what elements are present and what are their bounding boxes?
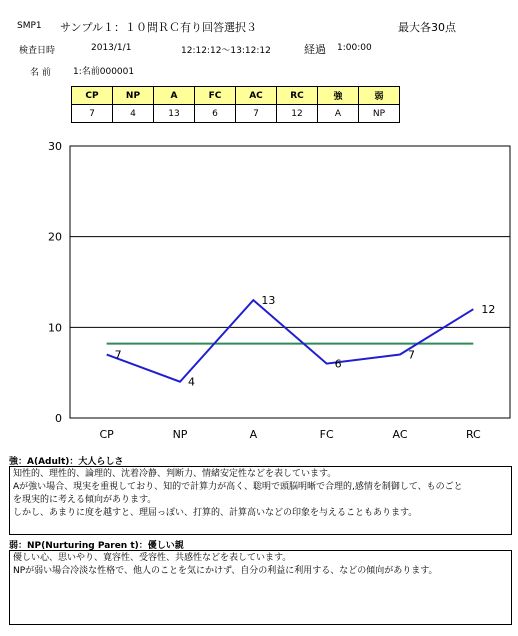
strong-description-line: Aが強い場合、現実を重視しており、知的で計算力が高く、聡明で頭脳明晰で合理的,感情を制御して、ものごと	[13, 482, 463, 492]
score-header-row	[72, 87, 400, 105]
data-label: 7	[408, 348, 415, 362]
elapsed-label: 経過	[304, 43, 326, 56]
time-range: 12:12:12〜13:12:12	[181, 46, 271, 56]
score-value-cell: 7	[236, 105, 277, 123]
score-header-cell: 強	[318, 87, 359, 105]
date-label: 検査日時	[19, 46, 56, 56]
score-value-cell: 7	[72, 105, 113, 123]
score-header-cell: 弱	[359, 87, 400, 105]
name-value: 1:名前000001	[73, 67, 135, 77]
x-tick-label: AC	[392, 428, 408, 441]
x-tick-label: FC	[319, 428, 334, 441]
data-label: 7	[114, 348, 122, 362]
data-label: 4	[188, 375, 195, 389]
strong-description-box	[9, 466, 512, 535]
y-tick-label: 10	[48, 321, 62, 335]
strong-description-line: を現実的に考える傾向があります。	[13, 495, 157, 505]
data-label: 12	[481, 303, 496, 317]
x-tick-label: CP	[99, 428, 114, 441]
score-header-cell: RC	[277, 87, 318, 105]
weak-description-line: NPが弱い場合冷淡な性格で、他人のことを気にかけず、自分の利益に利用する、などの傾向があります。	[13, 566, 438, 576]
score-value-cell: 6	[195, 105, 236, 123]
x-tick-label: A	[249, 428, 258, 441]
strong-description-line: 知性的、理性的、論理的、沈着冷静、判断力、情緒安定性などを表しています。	[13, 469, 337, 479]
date-value: 2013/1/1	[91, 43, 132, 53]
score-header-cell: A	[154, 87, 195, 105]
data-label: 6	[334, 357, 342, 371]
x-tick-label: RC	[465, 428, 481, 441]
score-header-cell: FC	[195, 87, 236, 105]
weak-description-box	[9, 550, 512, 625]
sheet-id: SMP1	[17, 21, 42, 31]
score-strong-cell: A	[318, 105, 359, 123]
score-line-chart	[0, 130, 518, 450]
score-value-cell: 12	[277, 105, 318, 123]
name-label: 名 前	[30, 68, 51, 78]
y-tick-label: 0	[55, 412, 62, 425]
score-table	[71, 86, 400, 123]
x-tick-label: NP	[172, 428, 188, 441]
score-weak-cell: NP	[359, 105, 400, 123]
y-tick-label: 30	[48, 140, 62, 153]
strong-description-line: しかし、あまりに度を越すと、理屈っぽい、打算的、計算高いなどの印象を与えることもあります。	[13, 508, 418, 518]
sheet-title: サンプル１：１０問ＲＣ有り回答選択３	[60, 21, 258, 34]
plot-area	[70, 146, 510, 418]
data-label: 13	[261, 294, 276, 308]
elapsed-value: 1:00:00	[337, 43, 372, 53]
score-value-row	[72, 105, 400, 123]
y-tick-label: 20	[48, 230, 62, 244]
strong-section-title: 強：A(Adult)：大人らしさ	[9, 457, 124, 467]
score-header-cell: NP	[113, 87, 154, 105]
weak-description-line: 優しい心、思いやり、寛容性、受容性、共感性などを表しています。	[13, 553, 292, 563]
score-header-cell: CP	[72, 87, 113, 105]
score-value-cell: 4	[113, 105, 154, 123]
max-score-label: 最大各30点	[398, 21, 456, 34]
score-value-cell: 13	[154, 105, 195, 123]
score-header-cell: AC	[236, 87, 277, 105]
weak-section-title: 弱：NP(Nurturing Paren t)：優しい親	[9, 541, 184, 551]
